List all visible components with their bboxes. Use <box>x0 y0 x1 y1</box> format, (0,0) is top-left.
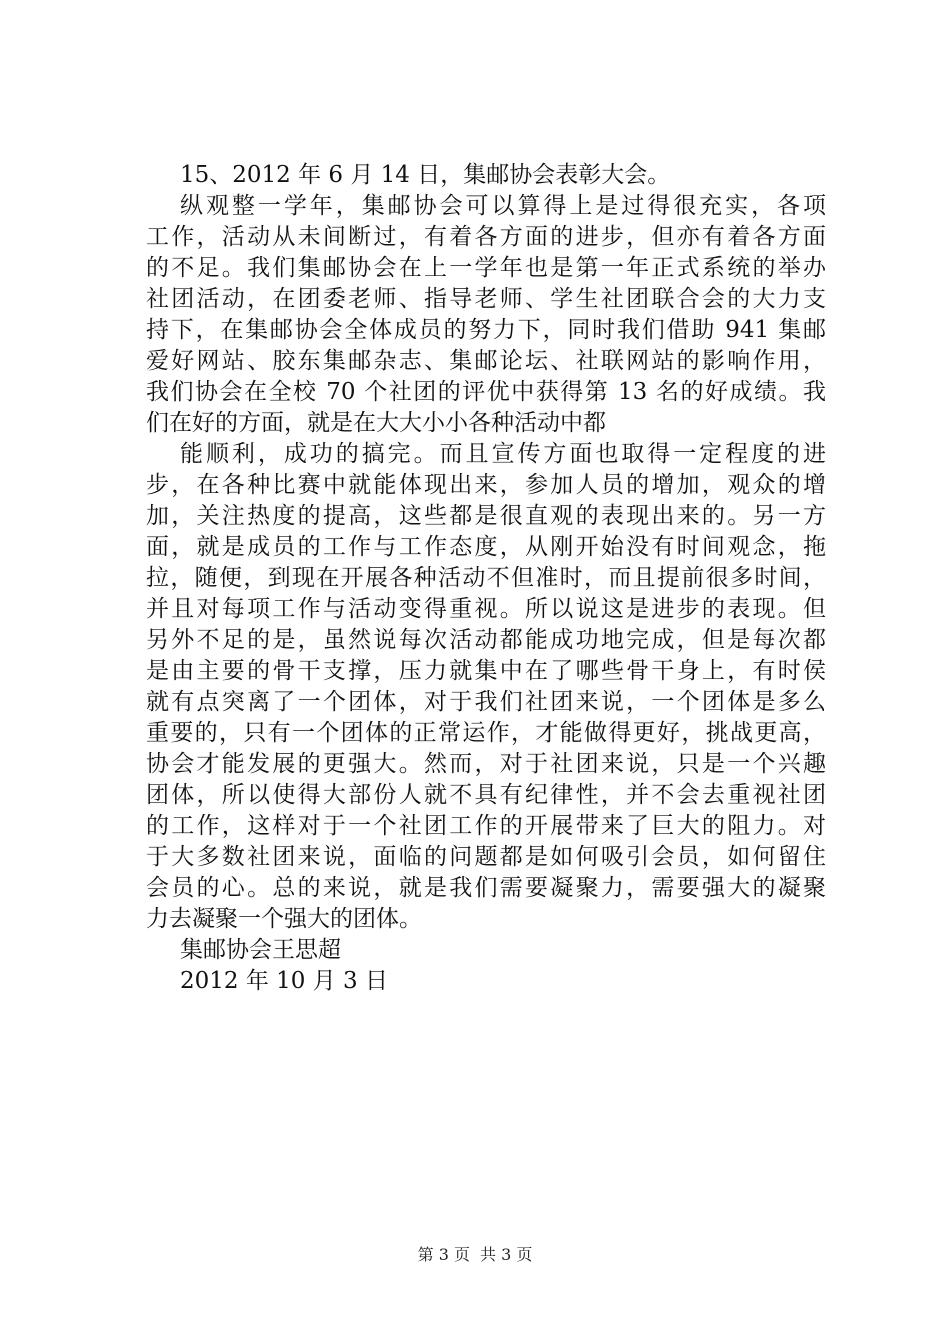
page-total: 共 3 页 <box>480 1245 533 1264</box>
paragraph-line: 我们协会在全校 70 个社团的评优中获得第 13 名的好成绩。我 <box>146 379 826 405</box>
paragraph-line: 重要的，只有一个团体的正常运作，才能做得更好，挑战更高， <box>146 720 826 746</box>
paragraph-line: 持下，在集邮协会全体成员的努力下，同时我们借助 941 集邮 <box>146 317 826 343</box>
paragraph-line: 拉，随便，到现在开展各种活动不但准时，而且提前很多时间， <box>146 565 826 591</box>
page-footer <box>0 1245 950 1265</box>
paragraph-line: 协会才能发展的更强大。然而，对于社团来说，只是一个兴趣 <box>146 751 826 777</box>
paragraph-line: 的工作，这样对于一个社团工作的开展带来了巨大的阻力。对 <box>146 813 826 839</box>
paragraph-line: 们在好的方面，就是在大大小小各种活动中都 <box>146 410 606 436</box>
paragraph-line: 的不足。我们集邮协会在上一学年也是第一年正式系统的举办 <box>146 255 826 281</box>
paragraph-line: 会员的心。总的来说，就是我们需要凝聚力，需要强大的凝聚 <box>146 875 826 901</box>
paragraph-line: 并且对每项工作与活动变得重视。所以说这是进步的表现。但 <box>146 596 826 622</box>
paragraph-line: 另外不足的是，虽然说每次活动都能成功地完成，但是每次都 <box>146 627 826 653</box>
paragraph-line: 加，关注热度的提高，这些都是很直观的表现出来的。另一方 <box>146 503 826 529</box>
list-item-15: 15、2012 年 6 月 14 日，集邮协会表彰大会。 <box>180 162 671 188</box>
paragraph-line: 爱好网站、胶东集邮杂志、集邮论坛、社联网站的影响作用， <box>146 348 826 374</box>
paragraph-line: 就有点突离了一个团体，对于我们社团来说，一个团体是多么 <box>146 689 826 715</box>
paragraph-line: 能顺利，成功的搞完。而且宣传方面也取得一定程度的进 <box>180 441 826 467</box>
signature-date: 2012 年 10 月 3 日 <box>180 968 388 994</box>
paragraph-line: 工作，活动从未间断过，有着各方面的进步，但亦有着各方面 <box>146 224 826 250</box>
paragraph-line: 社团活动，在团委老师、指导老师、学生社团联合会的大力支 <box>146 286 826 312</box>
paragraph-line: 面，就是成员的工作与工作态度，从刚开始没有时间观念，拖 <box>146 534 826 560</box>
document-body <box>146 160 826 997</box>
paragraph-line: 是由主要的骨干支撑，压力就集中在了哪些骨干身上，有时侯 <box>146 658 826 684</box>
page-number: 第 3 页 <box>417 1245 470 1264</box>
paragraph-line: 于大多数社团来说，面临的问题都是如何吸引会员，如何留住 <box>146 844 826 870</box>
signature-author: 集邮协会王思超 <box>180 937 341 963</box>
paragraph-line: 团体，所以使得大部份人就不具有纪律性，并不会去重视社团 <box>146 782 826 808</box>
paragraph-line: 步，在各种比赛中就能体现出来，参加人员的增加，观众的增 <box>146 472 826 498</box>
paragraph-line: 纵观整一学年，集邮协会可以算得上是过得很充实，各项 <box>180 193 826 219</box>
paragraph-line: 力去凝聚一个强大的团体。 <box>146 906 422 932</box>
